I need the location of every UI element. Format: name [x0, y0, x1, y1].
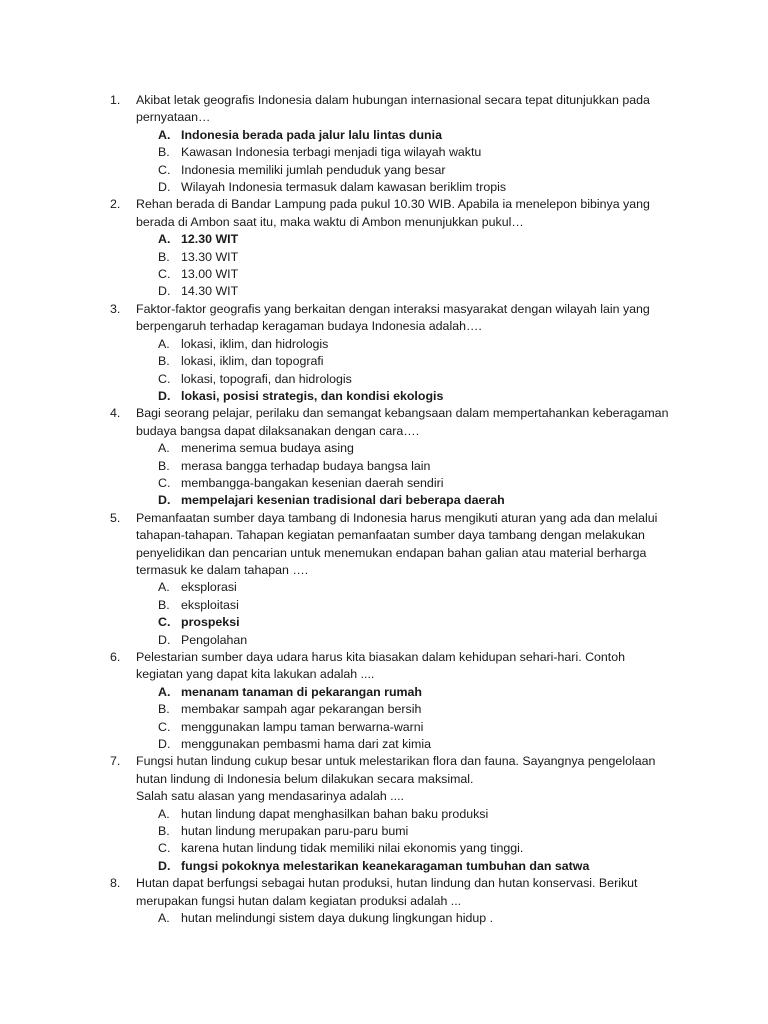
question-text: Pemanfaatan sumber daya tambang di Indonesia harus mengikuti aturan yang ada dan melalui tahapan-tahapan. Tahapan kegiatan pemanfaatan sumber daya tambang dengan melakukan penyelidikan dan pencarian untuk menemukan endapan bahan galian atau material berharga termasuk ke dalam tahapan …. — [136, 510, 658, 577]
option-letter: C. — [158, 371, 171, 386]
question-text: Bagi seorang pelajar, perilaku dan semangat kebangsaan dalam mempertahankan keberagaman budaya bangsa dapat dilaksanakan dengan cara…. — [136, 406, 669, 438]
option-text: hutan lindung merupakan paru-paru bumi — [181, 824, 409, 839]
option-3-a — [0, 336, 768, 353]
option-text: lokasi, posisi strategis, dan kondisi ekologis — [181, 388, 444, 403]
option-4-c — [0, 475, 768, 492]
option-7-b — [0, 823, 768, 840]
option-letter: B. — [158, 354, 170, 369]
option-text: 13.30 WIT — [181, 249, 239, 264]
option-letter: B. — [158, 458, 170, 473]
option-text: menggunakan lampu taman berwarna-warni — [181, 719, 424, 734]
option-text: karena hutan lindung tidak memiliki nilai ekonomis yang tinggi. — [181, 841, 524, 856]
question-text: Fungsi hutan lindung cukup besar untuk melestarikan flora dan fauna. Sayangnya pengelolaan hutan lindung di Indonesia belum dilakukan secara maksimal. Salah satu alasan yang mendasarinya adalah .... — [136, 754, 656, 804]
option-letter: C. — [158, 719, 171, 734]
question-text: Rehan berada di Bandar Lampung pada pukul 10.30 WIB. Apabila ia menelepon bibinya yang berada di Ambon saat itu, maka waktu di Ambon menunjukkan pukul… — [136, 197, 650, 229]
option-2-a — [0, 231, 768, 248]
option-1-d — [0, 179, 768, 196]
option-letter: C. — [158, 162, 171, 177]
option-text: 13.00 WIT — [181, 267, 239, 282]
option-letter: C. — [158, 841, 171, 856]
option-1-a — [0, 127, 768, 144]
option-5-a — [0, 579, 768, 596]
question-number: 7. — [110, 754, 121, 769]
option-7-c — [0, 840, 768, 857]
option-7-d — [0, 858, 768, 875]
question-text: Pelestarian sumber daya udara harus kita biasakan dalam kehidupan sehari-hari. Contoh kegiatan yang dapat kita lakukan adalah .... — [136, 650, 626, 682]
question-4 — [0, 405, 768, 440]
option-letter: B. — [158, 702, 170, 717]
option-letter: A. — [158, 232, 171, 247]
option-letter: D. — [158, 284, 171, 299]
option-letter: A. — [158, 336, 170, 351]
option-letter: C. — [158, 267, 171, 282]
question-number: 1. — [110, 93, 121, 107]
option-6-d — [0, 736, 768, 753]
option-text: eksplorasi — [181, 580, 237, 595]
option-text: hutan lindung dapat menghasilkan bahan baku produksi — [181, 806, 489, 821]
option-letter: C. — [158, 615, 171, 630]
option-4-b — [0, 458, 768, 475]
option-text: lokasi, iklim, dan topografi — [181, 354, 324, 369]
question-text: Akibat letak geografis Indonesia dalam hubungan internasional secara tepat ditunjukkan pada pernyataan… — [136, 93, 650, 125]
option-3-c — [0, 371, 768, 388]
question-1 — [0, 92, 768, 127]
option-letter: C. — [158, 475, 171, 490]
option-letter: A. — [158, 806, 170, 821]
option-text: Indonesia berada pada jalur lalu lintas dunia — [181, 127, 442, 142]
question-3 — [0, 301, 768, 336]
option-text: prospeksi — [181, 615, 240, 630]
question-2 — [0, 196, 768, 231]
option-3-d — [0, 388, 768, 405]
option-text: mempelajari kesenian tradisional dari beberapa daerah — [181, 493, 505, 508]
option-text: 14.30 WIT — [181, 284, 239, 299]
question-number: 5. — [110, 510, 121, 525]
option-5-d — [0, 632, 768, 649]
option-2-d — [0, 283, 768, 300]
option-1-b — [0, 144, 768, 161]
question-8 — [0, 875, 768, 910]
option-text: lokasi, iklim, dan hidrologis — [181, 336, 329, 351]
option-letter: D. — [158, 493, 171, 508]
option-text: menerima semua budaya asing — [181, 441, 354, 456]
question-text: Faktor-faktor geografis yang berkaitan dengan interaksi masyarakat dengan wilayah lain yang berpengaruh terhadap keragaman budaya Indonesia adalah…. — [136, 301, 650, 334]
option-text: eksploitasi — [181, 597, 239, 612]
option-letter: D. — [158, 180, 171, 195]
question-7 — [0, 753, 768, 805]
option-text: Indonesia memiliki jumlah penduduk yang besar — [181, 162, 446, 177]
option-text: membakar sampah agar pekarangan bersih — [181, 702, 422, 717]
option-text: menanam tanaman di pekarangan rumah — [181, 684, 423, 699]
option-text: hutan melindungi sistem daya dukung lingkungan hidup . — [181, 911, 494, 926]
option-6-a — [0, 684, 768, 701]
question-number: 3. — [110, 301, 121, 316]
option-text: lokasi, topografi, dan hidrologis — [181, 371, 352, 386]
option-2-b — [0, 249, 768, 266]
option-text: membangga-bangakan kesenian daerah sendiri — [181, 475, 444, 490]
question-text: Hutan dapat berfungsi sebagai hutan produksi, hutan lindung dan hutan konservasi. Berikut merupakan fungsi hutan dalam kegiatan produksi adalah ... — [136, 876, 638, 908]
option-letter: D. — [158, 632, 171, 647]
option-letter: A. — [158, 127, 171, 142]
option-text: Pengolahan — [181, 632, 248, 647]
option-letter: A. — [158, 441, 170, 456]
option-5-c — [0, 614, 768, 631]
question-number: 8. — [110, 876, 121, 891]
option-text: Wilayah Indonesia termasuk dalam kawasan beriklim tropis — [181, 180, 507, 195]
option-letter: D. — [158, 858, 171, 873]
question-number: 2. — [110, 197, 121, 212]
option-text: Kawasan Indonesia terbagi menjadi tiga wilayah waktu — [181, 145, 482, 160]
option-text: menggunakan pembasmi hama dari zat kimia — [181, 737, 432, 752]
option-8-a — [0, 910, 768, 927]
option-letter: B. — [158, 824, 170, 839]
option-text: merasa bangga terhadap budaya bangsa lain — [181, 458, 431, 473]
option-letter: A. — [158, 684, 171, 699]
option-2-c — [0, 266, 768, 283]
option-6-b — [0, 701, 768, 718]
option-7-a — [0, 806, 768, 823]
question-5 — [0, 510, 768, 580]
option-letter: A. — [158, 911, 170, 926]
option-letter: B. — [158, 145, 170, 160]
question-6 — [0, 649, 768, 684]
option-text: fungsi pokoknya melestarikan keanekaragaman tumbuhan dan satwa — [181, 858, 590, 873]
option-4-a — [0, 440, 768, 457]
option-letter: D. — [158, 737, 171, 752]
option-letter: D. — [158, 388, 171, 403]
option-letter: A. — [158, 580, 170, 595]
question-number: 4. — [110, 406, 121, 421]
option-letter: B. — [158, 597, 170, 612]
option-text: 12.30 WIT — [181, 232, 239, 247]
option-1-c — [0, 162, 768, 179]
option-5-b — [0, 597, 768, 614]
option-4-d — [0, 492, 768, 509]
option-letter: B. — [158, 249, 170, 264]
question-number: 6. — [110, 650, 121, 664]
option-6-c — [0, 719, 768, 736]
option-3-b — [0, 353, 768, 370]
